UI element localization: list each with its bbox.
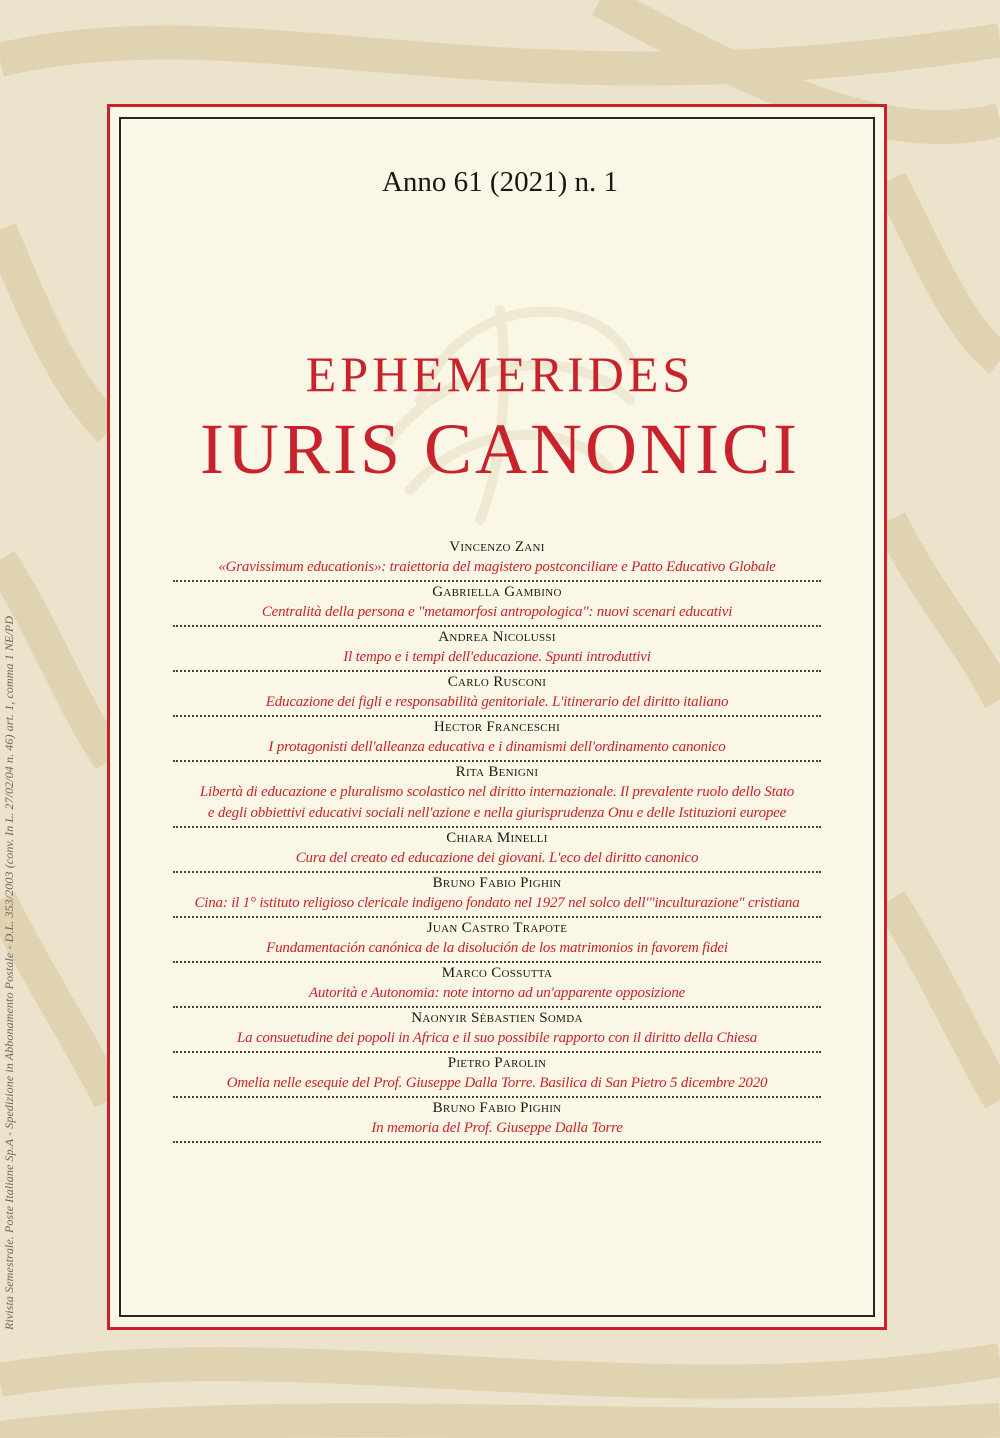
article-title: Omelia nelle esequie del Prof. Giuseppe Dalla Torre. Basilica di San Pietro 5 dicembre 2020 xyxy=(226,1075,768,1091)
article-title: Il tempo e i tempi dell'educazione. Spunti introduttivi xyxy=(343,649,651,665)
toc-entry xyxy=(173,537,821,582)
article-author: Andrea Nicolussi xyxy=(438,629,556,645)
journal-title-line1: EPHEMERIDES xyxy=(305,346,695,402)
article-title: Cura del creato ed educazione dei giovani. L'eco del diritto canonico xyxy=(295,850,699,866)
toc-entry xyxy=(173,1008,821,1053)
toc-entry xyxy=(173,627,821,672)
article-author: Naonyir Sébastien Somda xyxy=(411,1010,583,1026)
article-author: Juan Castro Trapote xyxy=(426,920,568,936)
toc-entry xyxy=(173,918,821,963)
article-author: Pietro Parolin xyxy=(447,1055,547,1071)
article-title: La consuetudine dei popoli in Africa e il suo possibile rapporto con il diritto della Chiesa xyxy=(236,1030,758,1046)
article-title: Cina: il 1° istituto religioso clericale indigeno fondato nel 1927 nel solco dell'"inculturazione" cristiana xyxy=(194,895,800,911)
article-title: Autorità e Autonomia: note intorno ad un'apparente opposizione xyxy=(308,985,686,1001)
toc-entry xyxy=(173,762,821,828)
article-title-line2: e degli obbiettivi educativi sociali nell'azione e nella giurisprudenza Onu e delle Istituzioni europee xyxy=(207,805,787,821)
article-title: Educazione dei figli e responsabilità genitoriale. L'itinerario del diritto italiano xyxy=(265,694,729,710)
toc-entry xyxy=(173,672,821,717)
article-title-line1: Libertà di educazione e pluralismo scolastico nel diritto internazionale. Il prevalente ruolo dello Stato xyxy=(199,784,795,800)
toc-entry xyxy=(173,828,821,873)
article-title: I protagonisti dell'alleanza educativa e i dinamismi dell'ordinamento canonico xyxy=(268,739,726,755)
postal-notice-vertical: Rivista Semestrale. Poste Italiane Sp.A - Spedizione in Abbonamento Postale - D.L. 353/2003 (conv. In L. 27/02/04 n. 46) art. 1, comma 1 NE/PD xyxy=(2,615,16,1330)
toc-entry xyxy=(173,1098,821,1143)
toc-entry xyxy=(173,717,821,762)
article-author: Gabriella Gambino xyxy=(432,584,562,600)
article-author: Vincenzo Zani xyxy=(449,539,545,555)
article-author: Hector Franceschi xyxy=(433,719,561,735)
toc-entry xyxy=(173,873,821,918)
article-author: Rita Benigni xyxy=(455,764,539,780)
journal-title-line2: IURIS CANONICI xyxy=(200,409,800,489)
article-title: Fundamentación canónica de la disolución de los matrimonios in favorem fidei xyxy=(266,940,728,956)
table-of-contents xyxy=(173,537,821,1143)
article-title: In memoria del Prof. Giuseppe Dalla Torre xyxy=(371,1120,623,1136)
article-author: Carlo Rusconi xyxy=(447,674,547,690)
article-author: Bruno Fabio Pighin xyxy=(432,1100,562,1116)
issue-number: Anno 61 (2021) n. 1 xyxy=(381,166,618,198)
article-author: Marco Cossutta xyxy=(441,965,553,981)
toc-entry xyxy=(173,582,821,627)
article-title: «Gravissimum educationis»: traiettoria del magistero postconciliare e Patto Educativo Globale xyxy=(218,559,776,575)
article-author: Bruno Fabio Pighin xyxy=(432,875,562,891)
article-author: Chiara Minelli xyxy=(446,830,548,846)
article-title: Centralità della persona e "metamorfosi antropologica": nuovi scenari educativi xyxy=(261,604,733,620)
toc-entry xyxy=(173,1053,821,1098)
toc-entry xyxy=(173,963,821,1008)
